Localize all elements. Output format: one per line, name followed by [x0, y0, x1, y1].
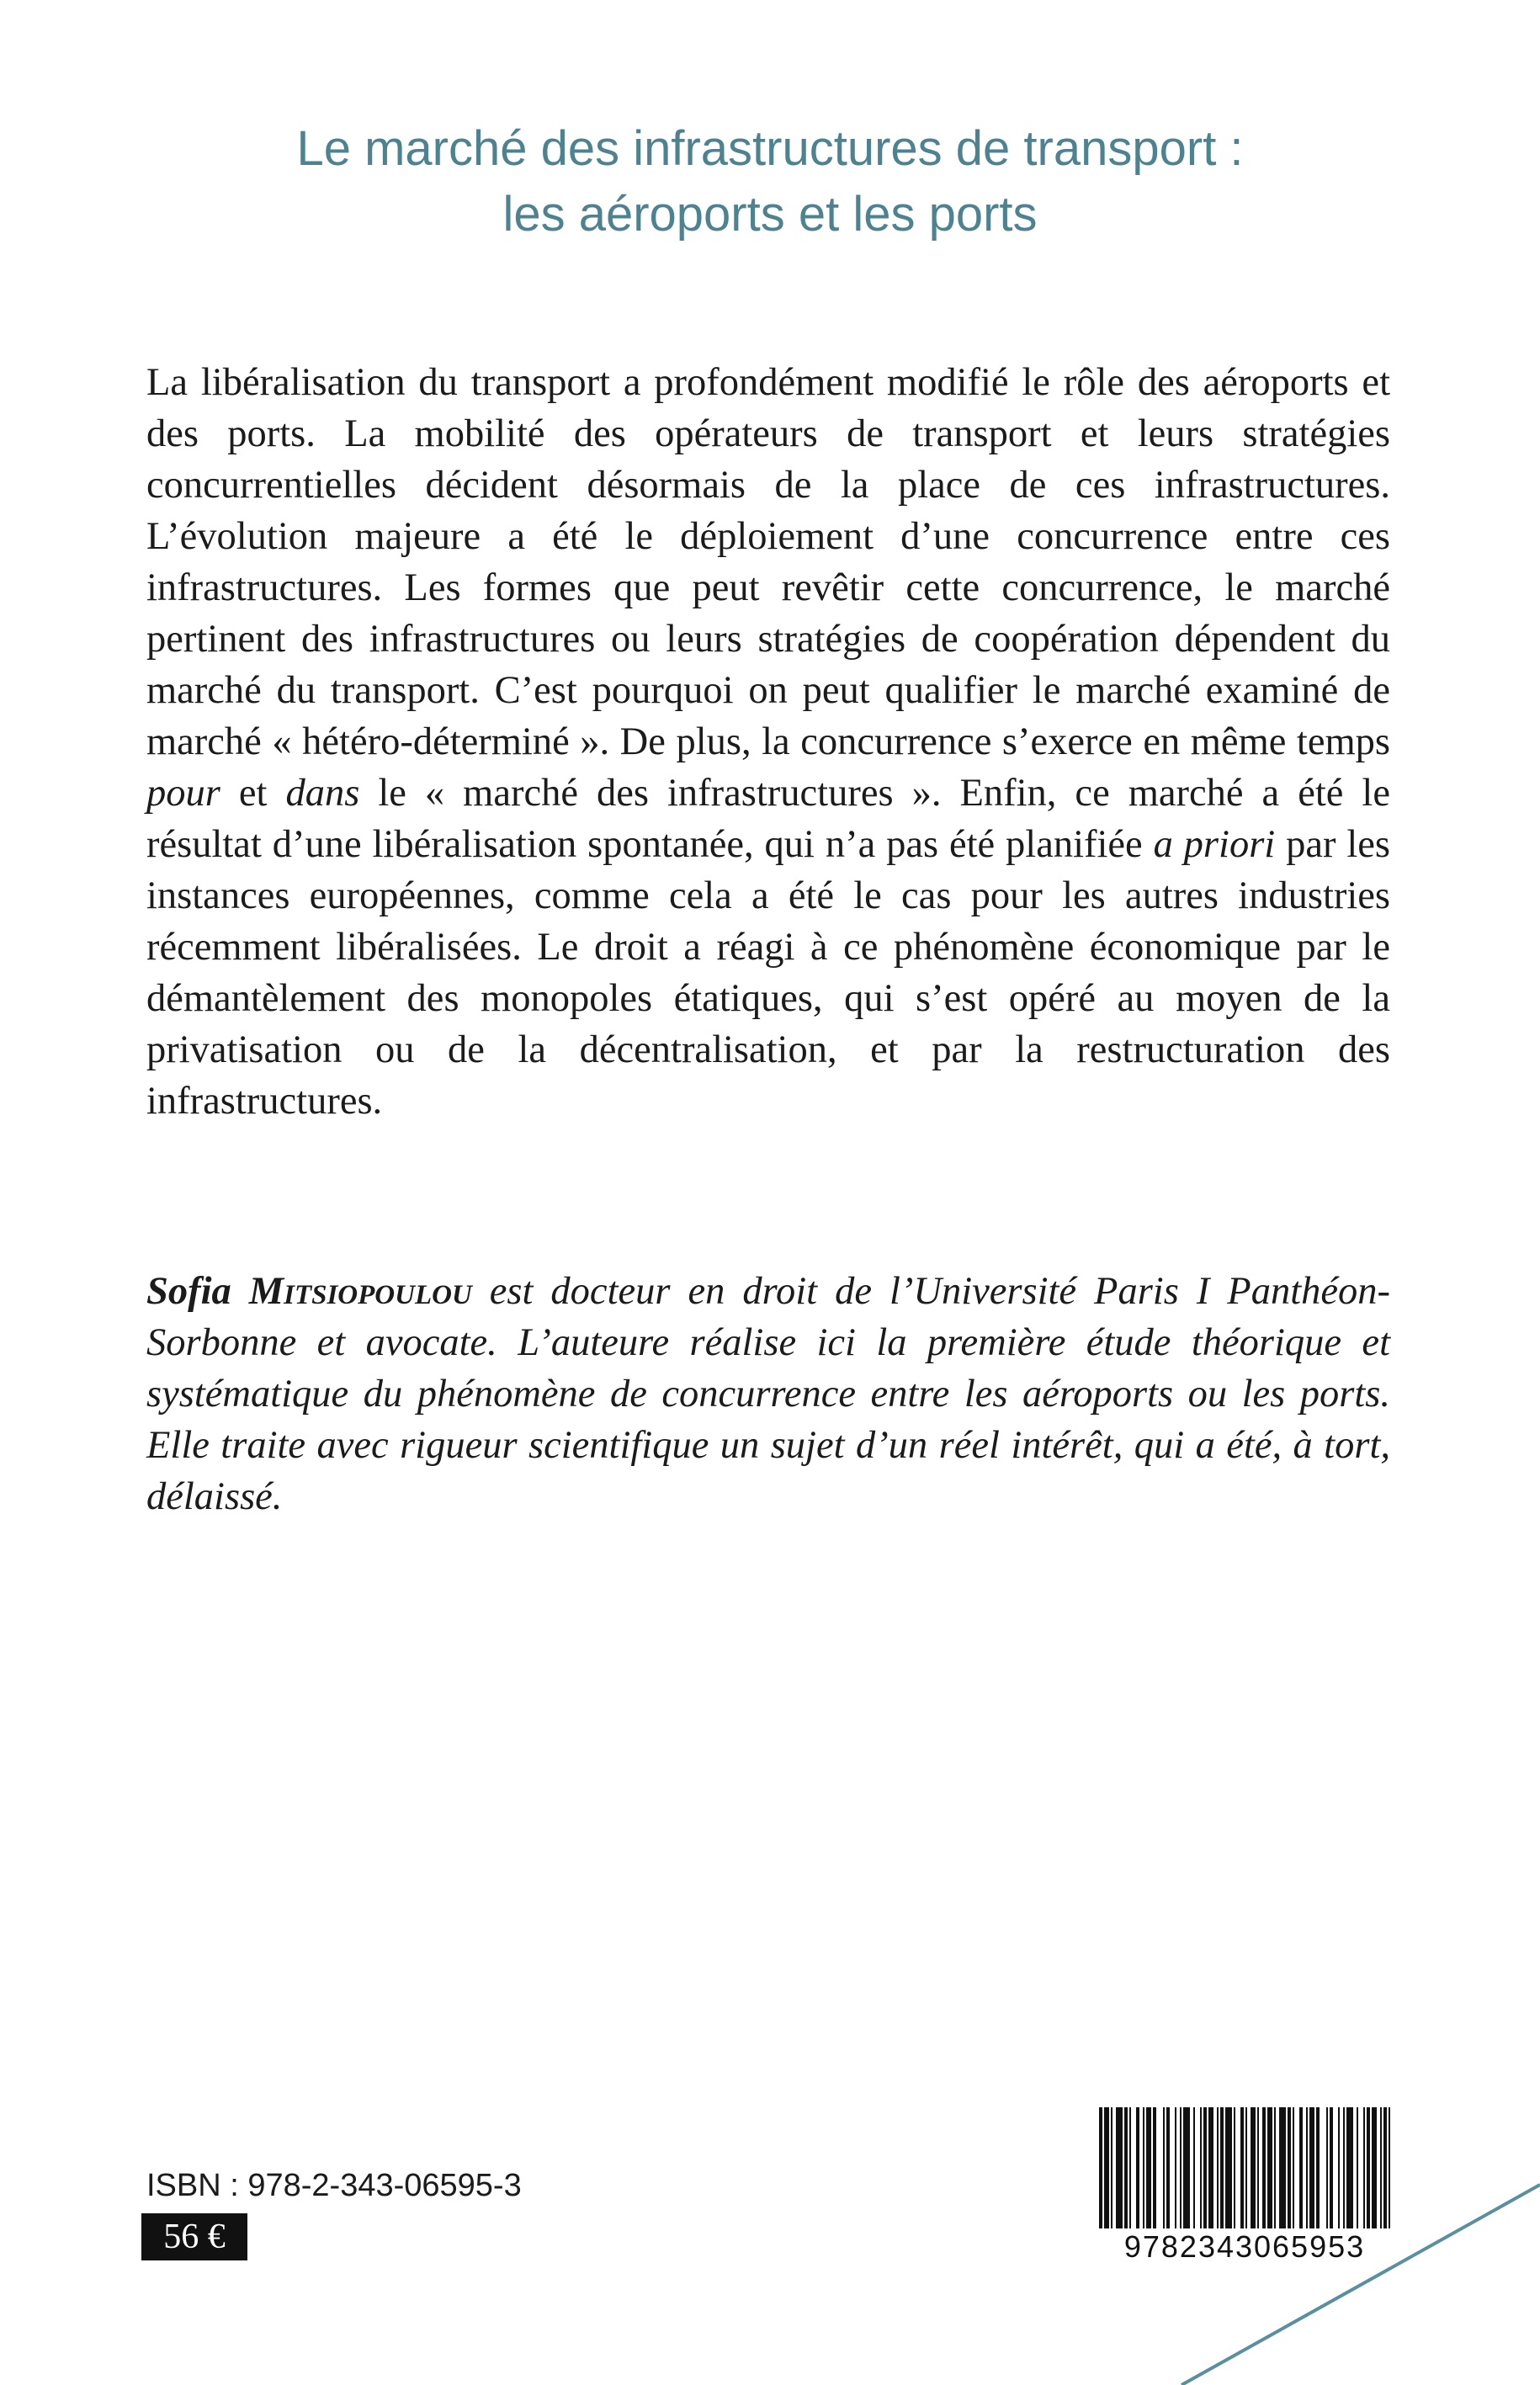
summary-emphasis-pour: pour [146, 772, 220, 815]
author-last-name: Mitsiopoulou [248, 1270, 472, 1313]
summary-text-3: par les instances européennes, comme cela a été le cas pour les autres industries récemment libéralisées. Le droit a réagi à ce phénomène économique par le démantèlement des monopoles étatiques, qui s’est opéré au moyen de la privatisation ou de la décentralisation, et par la restructuration des infrastructures. [146, 823, 1390, 1123]
summary-text-and: et [220, 772, 286, 815]
summary-text-1: La libéralisation du transport a profondément modifié le rôle des aéroports et des ports. La mobilité des opérateurs de transport et leurs stratégies concurrentielles décident désormais de la place de ces infrastructures. L’évolution majeure a été le déploiement d’une concurrence entre ces infrastructures. Les formes que peut revêtir cette concurrence, le marché pertinent des infrastructures ou leurs stratégies de coopération dépendent du marché du transport. C’est pourquoi on peut qualifier le marché examiné de marché « hétéro-déterminé ». De plus, la concurrence s’exerce en même temps [146, 361, 1390, 763]
summary-text-2: le « marché des infrastructures ». Enfin, ce marché a été le résultat d’une libéralisation spontanée, qui n’a pas été planifiée [146, 772, 1390, 866]
summary-emphasis-dans: dans [285, 772, 360, 815]
price-tag: 56 € [141, 2213, 247, 2260]
summary-emphasis-a-priori: a priori [1153, 823, 1276, 866]
barcode-digits: 9782343065953 [1091, 2228, 1399, 2265]
book-title-line-1: Le marché des infrastructures de transport : [296, 121, 1244, 176]
book-title-line-2: les aéroports et les ports [502, 187, 1038, 242]
author-first-name: Sofia [146, 1270, 231, 1313]
isbn-label: ISBN : 978-2-343-06595-3 [146, 2168, 522, 2203]
author-bio-text: est docteur en droit de l’Université Paris I Panthéon-Sorbonne et avocate. L’auteure réalise ici la première étude théorique et systématique du phénomène de concurrence entre les aéroports ou les ports. Elle traite avec rigueur scientifique un sujet d’un réel intérêt, qui a été, à tort, délaissé. [146, 1270, 1390, 1518]
